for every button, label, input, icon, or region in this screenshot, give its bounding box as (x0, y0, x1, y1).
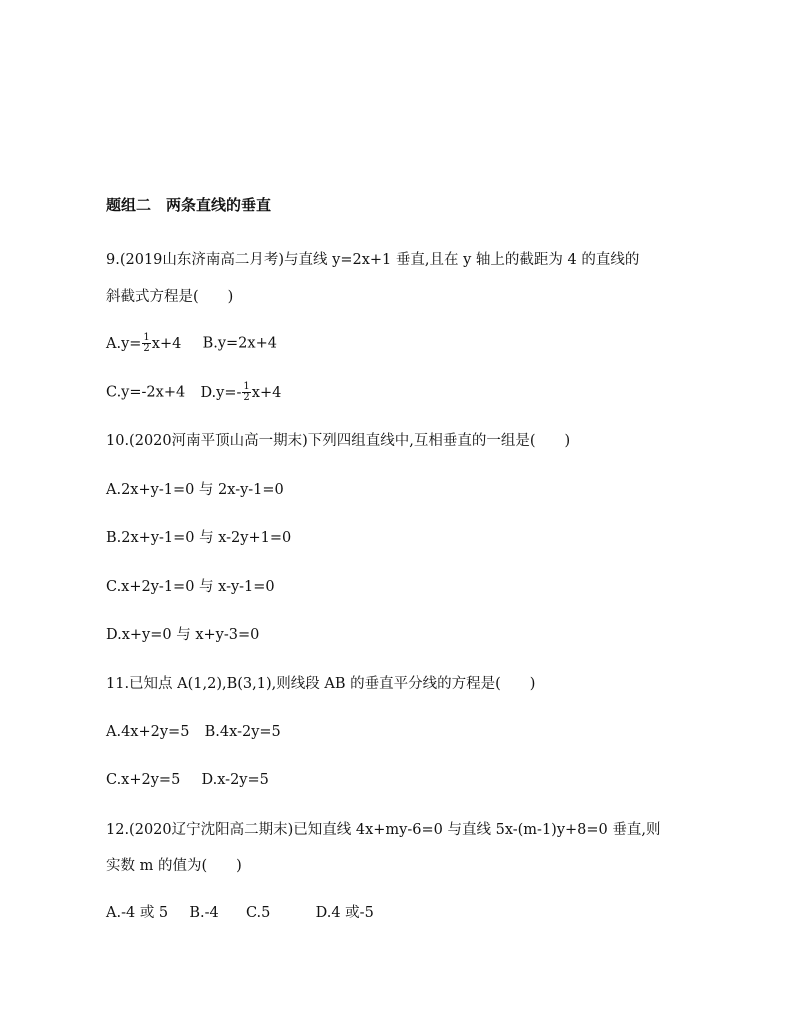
fraction: $\frac{1}{2}$ (243, 381, 250, 403)
option-11d: D.x-2y=5 (201, 772, 269, 788)
option-12c: C.5 (245, 905, 271, 921)
question-11-stem: 11.已知点 A(1,2),B(3,1),则线段 AB 的垂直平分线的方程是( ) (106, 676, 536, 692)
option-9c: C.y=-2x+4 (106, 384, 186, 401)
question-12-options (106, 903, 374, 923)
option-9d: D.y=- $\frac{1}{2}$ x+4 (200, 381, 282, 403)
question-10-stem: 10.(2020河南平顶山高一期末)下列四组直线中,互相垂直的一组是( ) (106, 433, 571, 449)
question-9-options-row-2 (106, 382, 281, 403)
fraction: $\frac{1}{2}$ (143, 332, 150, 354)
option-11b: B.4x-2y=5 (204, 724, 281, 740)
question-12-stem-line-1: 12.(2020辽宁沈阳高二期末)已知直线 4x+my-6=0 与直线 5x-(m-1)y+8=0 垂直,则 (106, 822, 661, 838)
option-10d: D.x+y=0 与 x+y-3=0 (106, 627, 260, 643)
option-12a: A.-4 或 5 (106, 905, 169, 921)
option-12d: D.4 或-5 (315, 905, 374, 921)
question-11-options-row-2 (106, 770, 269, 790)
option-11a: A.4x+2y=5 (106, 724, 190, 740)
question-11-options-row-1 (106, 722, 281, 742)
option-11c: C.x+2y=5 (106, 772, 181, 788)
option-12b: B.-4 (189, 905, 219, 921)
question-9-options-row-1 (106, 333, 277, 354)
option-10a: A.2x+y-1=0 与 2x-y-1=0 (106, 482, 284, 498)
question-9-stem-line-1: 9.(2019山东济南高二月考)与直线 y=2x+1 垂直,且在 y 轴上的截距为 4 的直线的 (106, 252, 640, 268)
question-12-stem-line-2: 实数 m 的值为( ) (106, 858, 242, 874)
section-heading: 题组二 两条直线的垂直 (106, 196, 272, 214)
option-10b: B.2x+y-1=0 与 x-2y+1=0 (106, 530, 292, 546)
question-9-stem-line-2: 斜截式方程是( ) (106, 289, 234, 305)
option-9b: B.y=2x+4 (202, 335, 277, 352)
option-10c: C.x+2y-1=0 与 x-y-1=0 (106, 579, 275, 595)
option-9a: A.y= $\frac{1}{2}$ x+4 (106, 332, 182, 354)
